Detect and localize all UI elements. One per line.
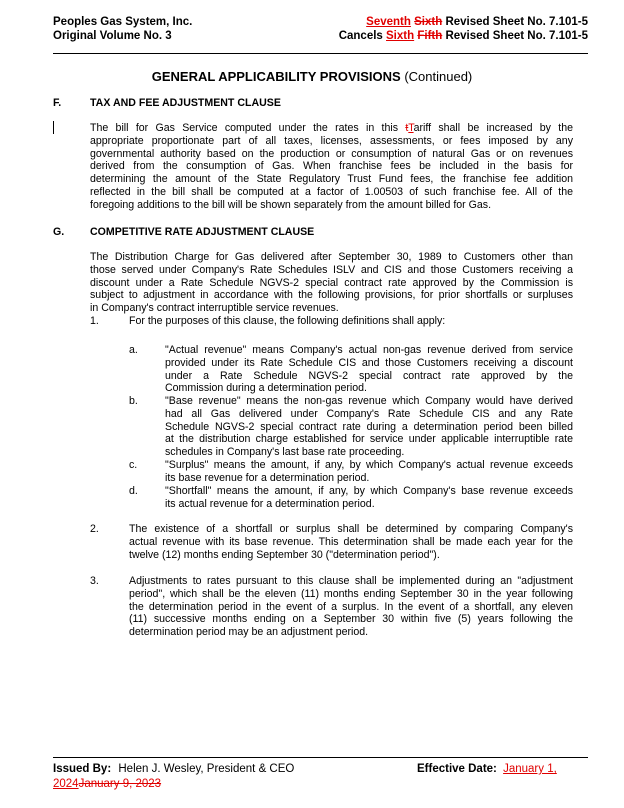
section-g-heading: COMPETITIVE RATE ADJUSTMENT CLAUSE [90, 226, 315, 238]
section-g-intro-line: The Distribution Charge for Gas delivered after September 30, 1989 to Customers other than [90, 251, 573, 263]
def-d-text: "Shortfall" means the amount, if any, by which Company's base revenue exceeds its actual revenue for a determination period. [165, 485, 573, 510]
section-f-line: foregoing additions to the bill will be shown separately from the amount billed for Gas. [90, 198, 492, 211]
def-a-text: "Actual revenue" means Company's actual non-gas revenue derived from service provided under its Rate Schedule CIS and those Customers receiving a discount under a Rate Schedule NGVS-2 special contract rate approved by the Commission during a determination period. [165, 344, 573, 395]
def-b-letter: b. [129, 395, 138, 407]
header-rule [53, 53, 588, 54]
volume-number: Original Volume No. 3 [53, 30, 172, 42]
effective-date-old: January 9, 2023 [78, 778, 162, 790]
def-c-text: "Surplus" means the amount, if any, by which Company's actual revenue exceeds its base revenue for a determination period. [165, 459, 573, 484]
def-a-letter: a. [129, 344, 138, 356]
effective-date-label: Effective Date: [417, 763, 497, 775]
text-cursor [53, 121, 54, 134]
effective-date-continued [53, 778, 161, 790]
sheet-old-revision: Sixth [414, 16, 443, 28]
cancels-sheet [339, 29, 588, 43]
def-d-letter: d. [129, 485, 138, 497]
issued-by [53, 763, 294, 775]
def-c-letter: c. [129, 459, 138, 471]
item-2-text: The existence of a shortfall or surplus shall be determined by comparing Company's actual revenue with its base revenue. This determination shall be made each year for the twelve (12) months ending September 30 ("determination period"). [129, 523, 573, 561]
section-f-letter: F. [53, 97, 62, 109]
footer-rule [53, 757, 588, 758]
company-name: Peoples Gas System, Inc. [53, 16, 193, 28]
section-g-letter: G. [53, 226, 65, 238]
def-b-text: "Base revenue" means the non-gas revenue which Company would have derived had all Gas delivered under Company's Rate Schedule CIS and any Rate Schedule NGVS-2 special contract rate during a determination period been billed at the distribution charge established for service under applicable interruptible rate schedules in Company's last base rate proceeding. [165, 395, 573, 459]
section-f-line-1: The bill for Gas Service computed under the rates in this tTariff shall be increased by the [90, 122, 573, 134]
section-f-line: derived from the consumption of Gas. When franchise fees be included in the basis for [90, 160, 573, 173]
section-g-intro [90, 251, 573, 315]
issued-by-label: Issued By: [53, 763, 112, 775]
effective-date-new-part1: January 1, [503, 763, 557, 775]
section-g-intro-line: those served under Company's Rate Schedules ISLV and CIS and those Customers receiving a [90, 263, 573, 276]
section-f-line: appropriate proportionate part of all taxes, licenses, assessments, or fees imposed by any [90, 134, 573, 147]
section-f-line: reflected in the bill shall be computed at a factor of 1.00503 of such franchise fee. All of the [90, 185, 573, 198]
sheet-rest: Revised Sheet No. 7.101-5 [445, 16, 588, 28]
revision-deleted-t: t [405, 122, 409, 134]
cancels-old-revision: Fifth [417, 30, 443, 42]
page-title-suffix: (Continued) [404, 69, 473, 84]
section-f-line: governmental authority based on the production or consumption of natural Gas or on revenues [90, 147, 573, 160]
issued-by-name: Helen J. Wesley, President & CEO [118, 763, 295, 775]
page-title-main: GENERAL APPLICABILITY PROVISIONS [151, 69, 401, 84]
section-f-line: determining the amount of the State Regulatory Trust Fund fees, the franchise fee addition [90, 173, 573, 186]
page-title [0, 69, 624, 84]
section-f-paragraph [90, 122, 573, 212]
section-g-intro-line: discount under a Rate Schedule NGVS-2 special contract rate approved by the Commission is [90, 276, 573, 289]
cancels-new-revision: Sixth [386, 30, 415, 42]
cancels-prefix: Cancels [338, 30, 383, 42]
sheet-new-revision: Seventh [366, 16, 411, 28]
item-1-text: For the purposes of this clause, the following definitions shall apply: [129, 315, 446, 327]
section-g-intro-line: in Company's contract interruptible service revenues. [90, 302, 339, 315]
effective-date [417, 763, 557, 775]
section-g-intro-line: subject to adjustment in accordance with the following provisions, for prior shortfalls or surpluses [90, 289, 573, 302]
item-3-number: 3. [90, 575, 99, 587]
item-2-number: 2. [90, 523, 99, 535]
item-3-text: Adjustments to rates pursuant to this clause shall be implemented during an "adjustment period", which shall be the eleven (11) months ending September 30 in the year following the determination period in the event of a surplus. In the event of a shortfall, any eleven (11) successive months ending on a September 30 within five (5) years following the determination period may be an adjustment period. [129, 575, 573, 639]
item-1-number: 1. [90, 315, 99, 327]
sheet-number [366, 15, 588, 29]
revision-inserted-t: T [408, 122, 414, 134]
effective-date-new-year: 2024 [53, 778, 79, 790]
section-f-heading: TAX AND FEE ADJUSTMENT CLAUSE [90, 97, 281, 109]
cancels-rest: Revised Sheet No. 7.101-5 [445, 30, 588, 42]
